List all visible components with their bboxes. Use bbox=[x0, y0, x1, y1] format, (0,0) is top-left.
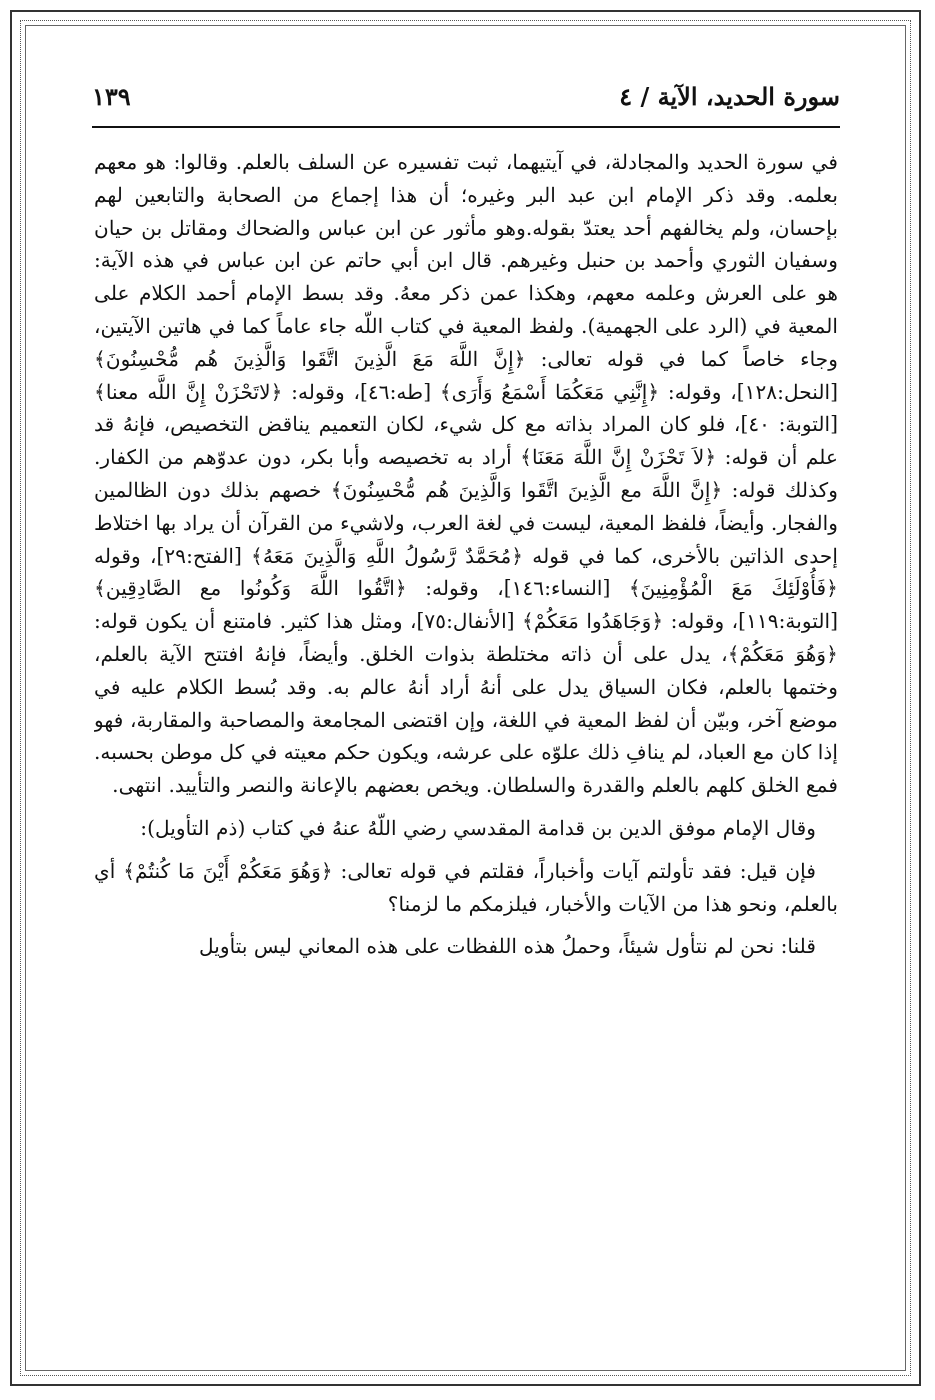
paragraph-3: فإن قيل: فقد تأولتم آيات وأخباراً، فقلتم في قوله تعالى: ﴿وَهُوَ مَعَكُمْ أَيْنَ مَا كُنتُمْ﴾ أي بالعلم، ونحو هذا من الآيات والأخبار، فيلزمكم ما لزمنا؟ bbox=[94, 858, 838, 916]
paragraph-4: قلنا: نحن لم نتأول شيئاً، وحملُ هذه اللفظات على هذه المعاني ليس بتأويل bbox=[198, 934, 816, 959]
paragraph-2: وقال الإمام موفق الدين بن قدامة المقدسي رضي اللّهُ عنهُ في كتاب (ذم التأويل): bbox=[140, 815, 816, 840]
paragraph-1: في سورة الحديد والمجادلة، في آيتيهما، ثبت تفسيره عن السلف بالعلم. وقالوا: هو معهم بعلمه. وقد ذكر الإمام ابن عبد البر وغيره؛ أن هذا إجماع من الصحابة والتابعين لهم بإحسان، ولم يخالفهم أحد يعتدّ بقوله.وهو مأثور عن ابن عباس والضحاك ومقاتل بن حيان وسفيان الثوري وأحمد بن حنبل وغيرهم. قال ابن أبي حاتم عن ابن عباس في هذه الآية: هو على العرش وعلمه معهم، وهكذا عمن ذكر معهُ. وقد بسط الإمام أحمد الكلام على المعية في (الرد على الجهمية). ولفظ المعية في كتاب اللّه جاء عاماً كما في هاتين الآيتين، وجاء خاصاً كما في قوله تعالى: ﴿إِنَّ اللَّهَ مَعَ الَّذِينَ اتَّقَوا وَالَّذِينَ هُم مُّحْسِنُونَ﴾ [النحل:١٢٨]، وقوله: ﴿إِنَّنِي مَعَكُمَا أَسْمَعُ وَأَرَى﴾ [طه:٤٦]، وقوله: ﴿لاتَحْزَنْ إِنَّ اللَّه معنا﴾ [التوبة: ٤٠]، فلو كان المراد بذاته مع كل شيء، لكان التعميم يناقض التخصيص، فإنهُ قد علم أن قوله: ﴿لاَ تَحْزَنْ إِنَّ اللَّهَ مَعَنَا﴾ أراد به تخصيصه وأبا بكر، دون عدوّهم من الكفار. وكذلك قوله: ﴿إِنَّ اللَّهَ مع الَّذِينَ اتَّقَوا وَالَّذِينَ هُم مُّحْسِنُونَ﴾ خصهم بذلك دون الظالمين والفجار. وأيضاً، فلفظ المعية، ليست في لغة العرب، ولاشيء من القرآن أن يراد بها اختلاط إحدى الذاتين بالأخرى، كما في قوله ﴿مُحَمَّدٌ رَّسُولُ اللَّهِ وَالَّذِينَ مَعَهُ﴾ [الفتح:٢٩]، وقوله ﴿فَأُوْلَئِكَ مَعَ الْمُؤْمِنِينَ﴾ [النساء:١٤٦]، وقوله: ﴿اتَّقُوا اللَّهَ وَكُونُوا مع الصَّادِقِين﴾ [التوبة:١١٩]، وقوله: ﴿وَجَاهَدُوا مَعَكُمْ﴾ [الأنفال:٧٥]، ومثل هذا كثير. فامتنع أن يكون قوله: ﴿وَهُوَ مَعَكُمْ﴾، يدل على أن ذاته مختلطة بذوات الخلق. وأيضاً، فإنهُ افتتح الآية بالعلم، وختمها بالعلم، فكان السياق يدل على أنهُ أراد أنهُ عالم به. وقد بُسط الكلام عليه في موضع آخر، وبيّن أن لفظ المعية في اللغة، وإن اقتضى المجامعة والمصاحبة والمقاربة، فهو إذا كان مع العباد، لم ينافِ ذلك علوّه على عرشه، ويكون حكم معيته في كل موطن بحسبه. فمع الخلق كلهم بالعلم والقدرة والسلطان. ويخص بعضهم بالإعانة والنصر والتأييد. انتهى. bbox=[94, 150, 838, 798]
page-number: ١٣٩ bbox=[92, 82, 131, 111]
page-header bbox=[92, 80, 840, 128]
running-head: سورة الحديد، الآية / ٤ bbox=[619, 82, 840, 111]
page-body bbox=[94, 146, 838, 1371]
